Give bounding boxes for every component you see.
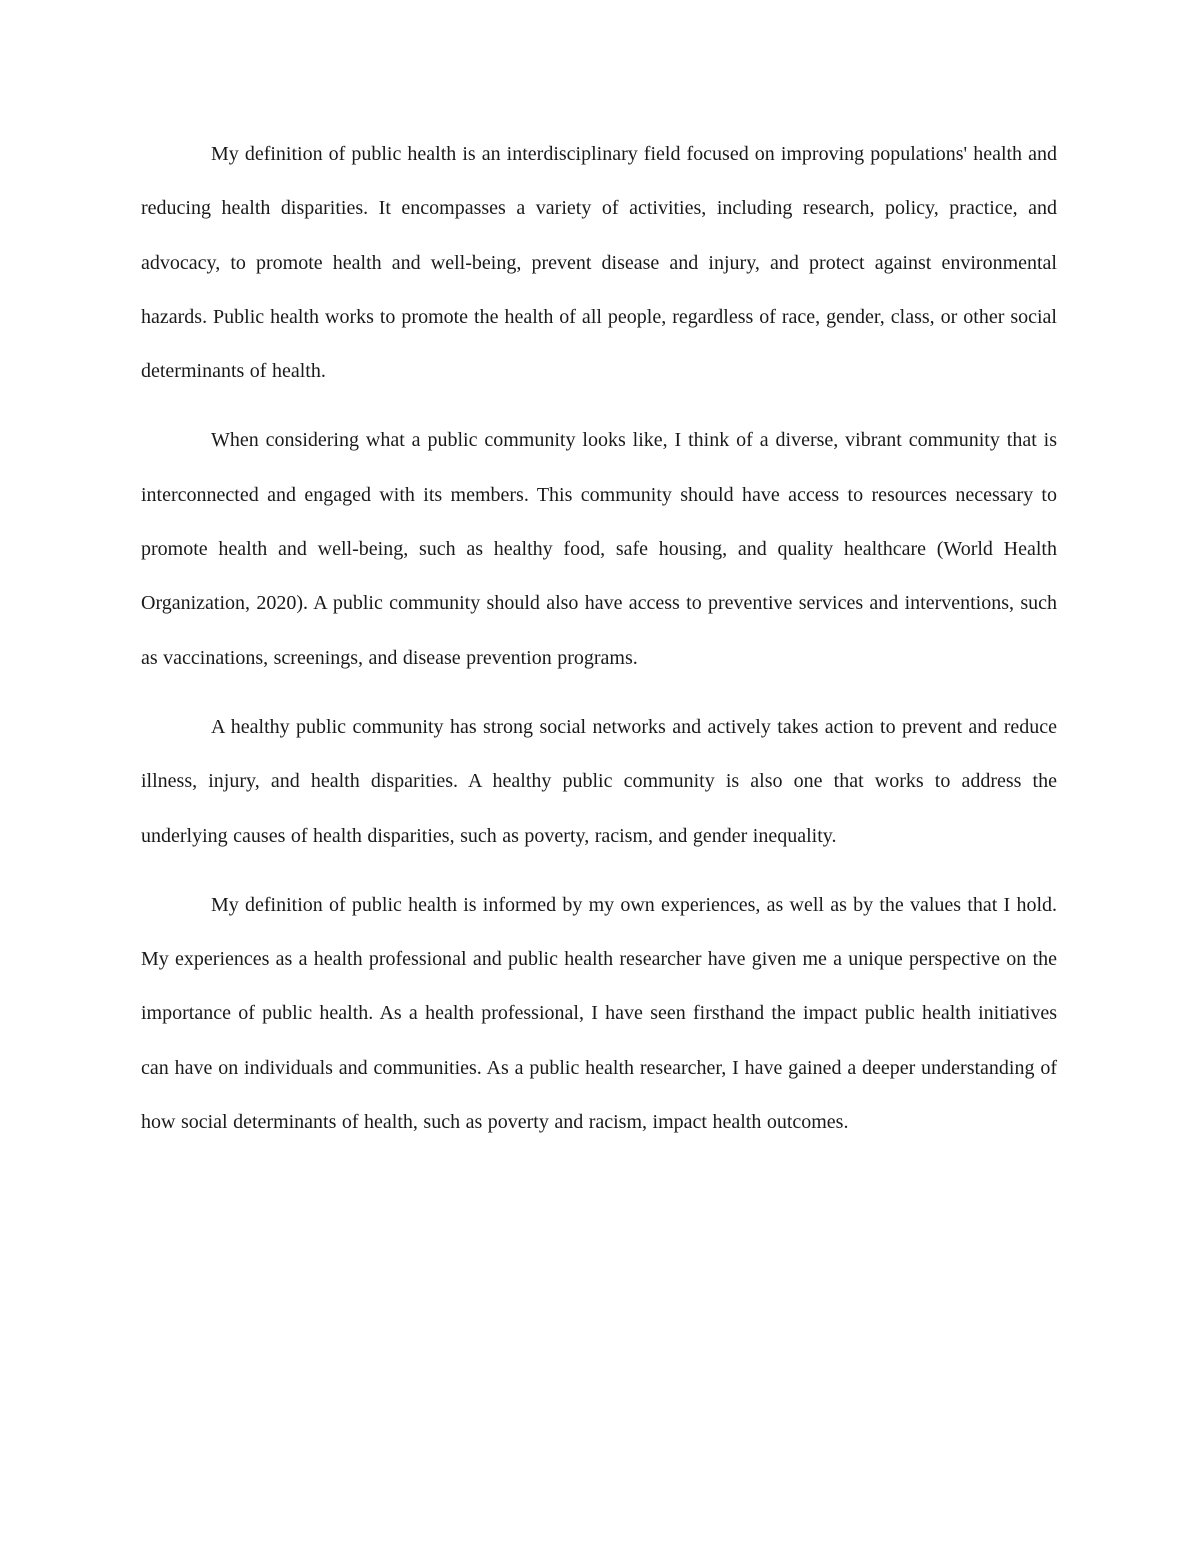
paragraph-public-community: When considering what a public community looks like, I think of a diverse, vibrant community that is interconnected and engaged with its members. This community should have access to resources necessary to promote health and well-being, such as healthy food, safe housing, and quality healthcare (World Health Organization, 2020). A public community should also have access to preventive services and interventions, such as vaccinations, screenings, and disease prevention programs.: [141, 429, 1057, 669]
paragraph-experiences: My definition of public health is informed by my own experiences, as well as by the values that I hold. My experiences as a health professional and public health researcher have given me a unique perspective on the importance of public health. As a health professional, I have seen firsthand the impact public health initiatives can have on individuals and communities. As a public health researcher, I have gained a deeper understanding of how social determinants of health, such as poverty and racism, impact health outcomes.: [141, 893, 1057, 1134]
paragraph-public-health-definition: My definition of public health is an interdisciplinary field focused on improving populations' health and reducing health disparities. It encompasses a variety of activities, including research, policy, practice, and advocacy, to promote health and well-being, prevent disease and injury, and protect against environmental hazards. Public health works to promote the health of all people, regardless of race, gender, class, or other social determinants of health.: [141, 143, 1057, 383]
paragraph-healthy-community: A healthy public community has strong social networks and actively takes action to prevent and reduce illness, injury, and health disparities. A healthy public community is also one that works to address the underlying causes of health disparities, such as poverty, racism, and gender inequality.: [141, 715, 1057, 847]
document-body: [141, 127, 1057, 1149]
